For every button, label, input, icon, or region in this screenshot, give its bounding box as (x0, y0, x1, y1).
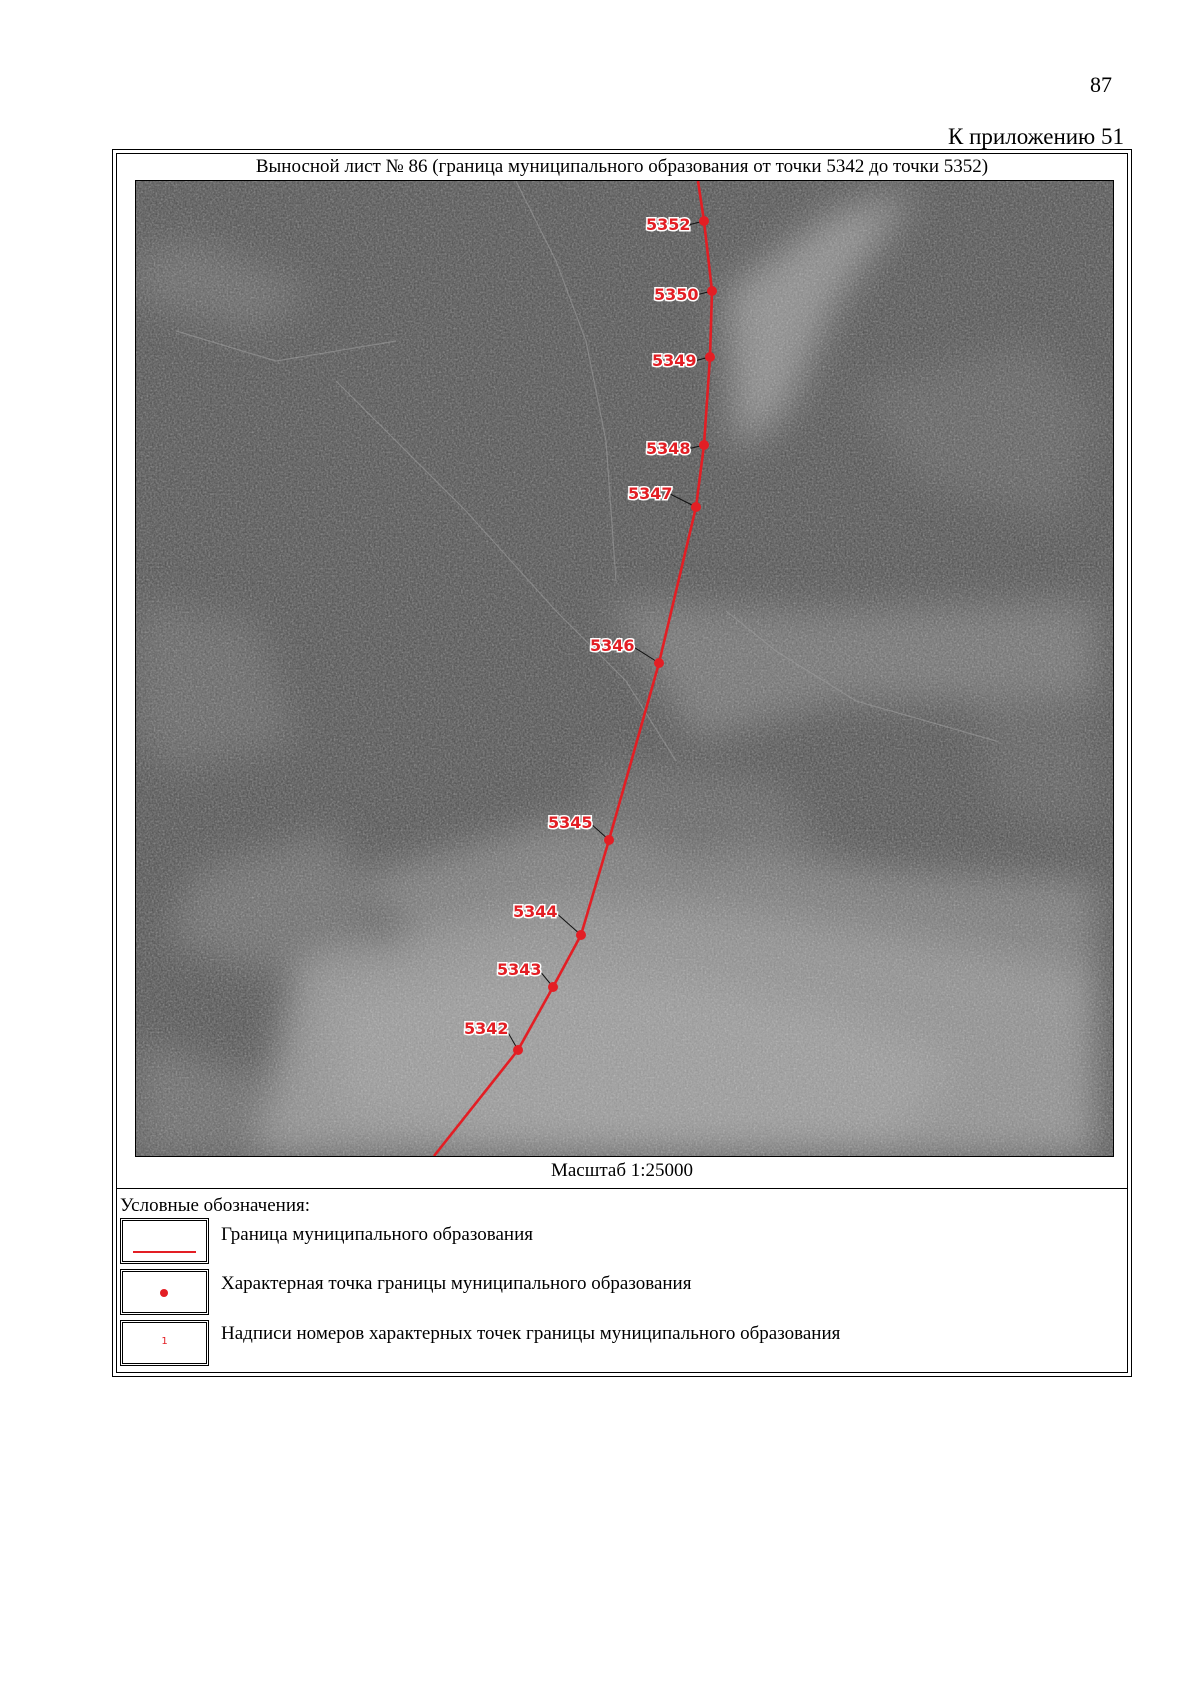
legend-divider (116, 1188, 1128, 1189)
point-label-5352: 5352 (646, 215, 691, 234)
boundary-point-5352[interactable] (699, 216, 709, 226)
point-label-5344: 5344 (513, 902, 558, 921)
point-label-5347: 5347 (628, 484, 673, 503)
boundary-point-swatch (160, 1289, 168, 1297)
legend-title: Условные обозначения: (120, 1195, 311, 1216)
boundary-point-5344[interactable] (576, 930, 586, 940)
point-label-5342: 5342 (464, 1019, 509, 1038)
point-label-5350: 5350 (654, 285, 699, 304)
legend-boundary-point-symbol (120, 1269, 209, 1315)
forest-texture (136, 181, 1113, 1156)
point-label-5348: 5348 (646, 439, 691, 458)
legend-point-label-symbol (120, 1320, 209, 1366)
boundary-point-5347[interactable] (691, 502, 701, 512)
map-canvas (136, 181, 1113, 1156)
point-label-5345: 5345 (548, 813, 593, 832)
legend-boundary-line-text: Граница муниципального образования (221, 1224, 533, 1245)
boundary-point-5345[interactable] (604, 835, 614, 845)
boundary-point-5346[interactable] (654, 658, 664, 668)
appendix-reference: К приложению 51 (948, 124, 1124, 149)
legend-boundary-line-symbol (120, 1218, 209, 1264)
boundary-point-5343[interactable] (548, 982, 558, 992)
boundary-line-swatch (133, 1251, 196, 1253)
map-scale: Масштаб 1:25000 (550, 1160, 694, 1181)
boundary-point-5350[interactable] (707, 286, 717, 296)
boundary-point-5348[interactable] (699, 440, 709, 450)
boundary-point-5349[interactable] (705, 352, 715, 362)
aerial-map[interactable] (135, 180, 1114, 1157)
point-label-5343: 5343 (497, 960, 542, 979)
legend-point-label-text: Надписи номеров характерных точек границы муниципального образования (221, 1323, 841, 1344)
boundary-point-5342[interactable] (513, 1045, 523, 1055)
sheet-title: Выносной лист № 86 (граница муниципального образования от точки 5342 до точки 5352) (255, 156, 989, 177)
legend-boundary-point-text: Характерная точка границы муниципального образования (221, 1273, 692, 1294)
point-label-5349: 5349 (652, 351, 697, 370)
point-label-5346: 5346 (590, 636, 635, 655)
point-label-swatch: 1 (161, 1336, 168, 1347)
page-number: 87 (1090, 72, 1112, 97)
